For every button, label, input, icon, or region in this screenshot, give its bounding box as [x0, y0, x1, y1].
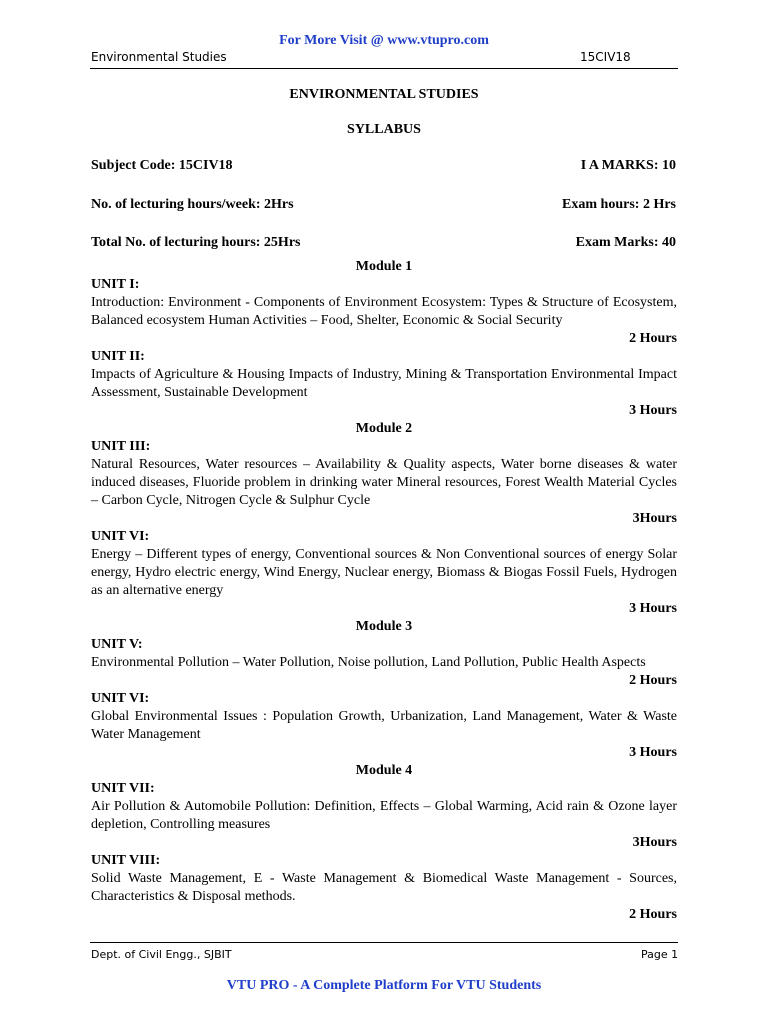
info-right: I A MARKS: 10 [580, 158, 676, 173]
unit-title: UNIT V: [91, 637, 143, 652]
info-right: Exam Marks: 40 [575, 235, 676, 250]
unit-hours: 3Hours [632, 835, 677, 850]
top-link[interactable]: For More Visit @ www.vtupro.com [279, 33, 489, 48]
info-left: Total No. of lecturing hours: 25Hrs [91, 235, 301, 250]
unit-title: UNIT I: [91, 277, 140, 292]
unit-description: Environmental Pollution – Water Pollution, Noise pollution, Land Pollution, Public Health Aspects [91, 655, 646, 670]
info-row [91, 197, 676, 213]
unit-hours: 3 Hours [629, 745, 677, 760]
unit-description: Global Environmental Issues : Population Growth, Urbanization, Land Management, Water & Waste Water Management [91, 709, 677, 742]
header-code: 15CIV18 [580, 50, 631, 64]
module-title: Module 2 [355, 421, 413, 436]
unit-hours: 2 Hours [629, 907, 677, 922]
bottom-link[interactable]: VTU PRO - A Complete Platform For VTU Students [226, 978, 542, 993]
unit-hours: 2 Hours [629, 673, 677, 688]
info-row [91, 235, 676, 251]
unit-hours: 3 Hours [629, 403, 677, 418]
info-row [91, 158, 676, 174]
module-title: Module 1 [355, 259, 413, 274]
unit-title: UNIT VI: [91, 691, 150, 706]
header-rule [90, 68, 678, 69]
unit-title: UNIT VIII: [91, 853, 161, 868]
unit-hours: 2 Hours [629, 331, 677, 346]
unit-description: Impacts of Agriculture & Housing Impacts of Industry, Mining & Transportation Environmental Impact Assessment, Sustainable Development [91, 367, 677, 400]
info-right: Exam hours: 2 Hrs [562, 197, 676, 212]
header-title: Environmental Studies [91, 50, 227, 64]
module-title: Module 3 [355, 619, 413, 634]
doc-title: ENVIRONMENTAL STUDIES [289, 87, 479, 102]
unit-description: Natural Resources, Water resources – Availability & Quality aspects, Water borne diseases & water induced diseases, Fluoride problem in drinking water Mineral resources, Forest Wealth Material Cycles – Carbon Cycle, Nitrogen Cycle & Sulphur Cycle [91, 457, 677, 508]
footer-dept: Dept. of Civil Engg., SJBIT [91, 948, 232, 961]
unit-description: Introduction: Environment - Components of Environment Ecosystem: Types & Structure of Ecosystem, Balanced ecosystem Human Activities – Food, Shelter, Economic & Social Security [91, 295, 677, 328]
info-left: No. of lecturing hours/week: 2Hrs [91, 197, 294, 212]
unit-title: UNIT VI: [91, 529, 150, 544]
unit-description: Energy – Different types of energy, Conventional sources & Non Conventional sources of energy Solar energy, Hydro electric energy, Wind Energy, Nuclear energy, Biomass & Biogas Fossil Fuels, Hydrogen as an alternative energy [91, 547, 677, 598]
unit-description: Solid Waste Management, E - Waste Management & Biomedical Waste Management - Sources, Characteristics & Disposal methods. [91, 871, 677, 904]
footer-rule [90, 942, 678, 943]
unit-hours: 3Hours [632, 511, 677, 526]
info-left: Subject Code: 15CIV18 [91, 158, 233, 173]
module-title: Module 4 [355, 763, 413, 778]
unit-hours: 3 Hours [629, 601, 677, 616]
unit-title: UNIT III: [91, 439, 151, 454]
doc-subtitle: SYLLABUS [347, 122, 421, 137]
unit-title: UNIT II: [91, 349, 145, 364]
unit-description: Air Pollution & Automobile Pollution: Definition, Effects – Global Warming, Acid rain & Ozone layer depletion, Controlling measures [91, 799, 677, 832]
page-number: Page 1 [641, 948, 679, 961]
syllabus-content [91, 258, 677, 924]
unit-title: UNIT VII: [91, 781, 155, 796]
